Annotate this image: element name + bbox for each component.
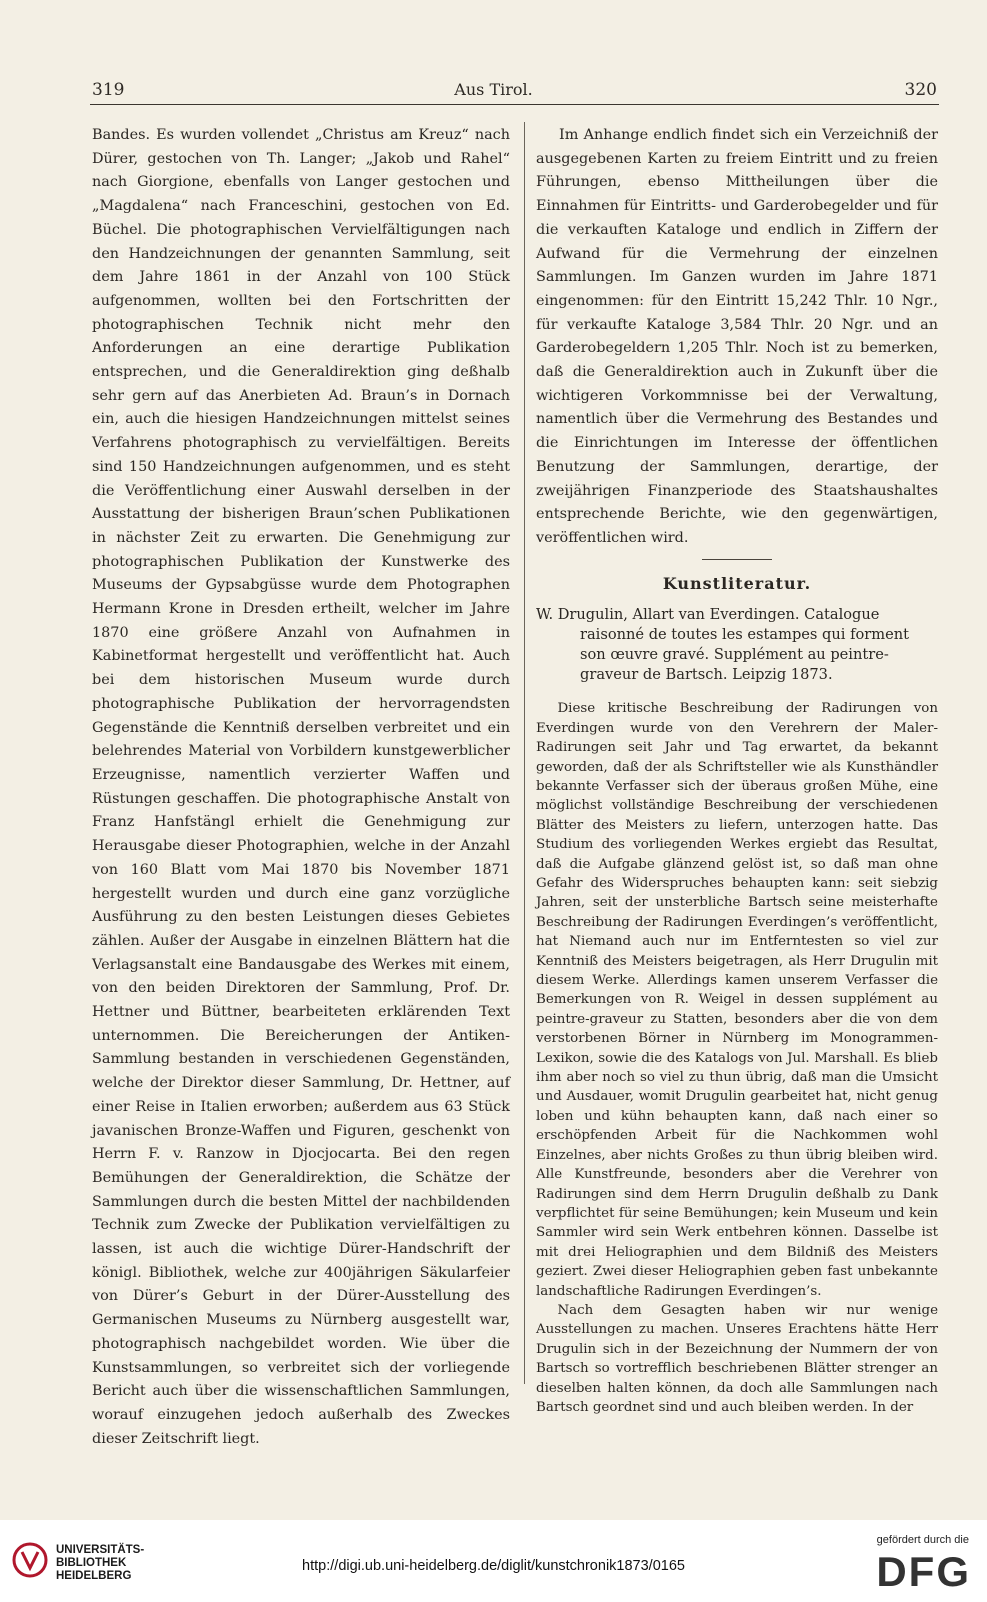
bibliography-entry: W. Drugulin, Allart van Everdingen. Catalogue raisonné de toutes les estampes qui forment son œuvre gravé. Supplément au peintre-graveur de Bartsch. Leipzig 1873. xyxy=(536,606,910,684)
right-column xyxy=(536,124,938,1417)
section-heading: Kunstliteratur. xyxy=(662,573,812,593)
left-column-paragraph: Bandes. Es wurden vollendet „Christus am Kreuz“ nach Dürer, gestochen von Th. Langer; „Jakob und Rahel“ nach Giorgione, ebenfalls von Langer gestochen und „Magdalena“ nach Franceschini, gestochen von Ed. Büchel. Die photographischen Vervielfältigungen nach den Handzeichnungen der genannten Sammlung, seit dem Jahre 1861 in der Anzahl von 100 Stück aufgenommen, wollten bei den Fortschritten der photographischen Technik nicht mehr den Anforderungen an eine derartige Publikation entsprechen, und die Generaldirektion ging deßhalb sehr gern auf das Anerbieten Ad. Braun’s in Dornach ein, auch die hiesigen Handzeichnungen mittelst seines Verfahrens photographisch zu vervielfältigen. Bereits sind 150 Handzeichnungen aufgenommen, und es steht die Veröffentlichung einer Auswahl derselben in der Ausstattung der bisherigen Braun’schen Publikationen in nächster Zeit zu erwarten. Die Genehmigung zur photographischen Publikation der Kunstwerke des Museums der Gypsabgüsse wurde dem Photographen Hermann Krone in Dresden ertheilt, welcher im Jahre 1870 eine größere Anzahl von Aufnahmen in Kabinetformat hergestellt und veröffentlicht hat. Auch bei dem historischen Museum wurde durch photographische Publikation der hervorragendsten Gegenstände die Kenntniß derselben verbreitet und ein belehrendes Material von Vorbildern kunstgewerblicher Erzeugnisse, namentlich verzierter Waffen und Rüstungen geschaffen. Die photographische Anstalt von Franz Hanfstängl erhielt die Genehmigung zur Herausgabe dieser Photographien, welche in der Anzahl von 160 Blatt vom Mai 1870 bis November 1871 hergestellt wurden und durch eine ganz vorzügliche Ausführung zu den besten Leistungen dieses Gebietes zählen. Außer der Ausgabe in einzelnen Blättern hat die Verlagsanstalt eine Bandausgabe des Werkes mit einem, von den beiden Direktoren der Sammlung, Prof. Dr. Hettner und Büttner, bearbeiteten erklärenden Text unternommen. Die Bereicherungen der Antiken-Sammlung bestanden in verschiedenen Gegenständen, welche der Direktor dieser Sammlung, Dr. Hettner, auf einer Reise in Italien erworben; außerdem aus 63 Stück javanischen Bronze-Waffen und Figuren, geschenkt von Herrn F. v. Ranzow in Djocjocarta. Bei den regen Bemühungen der Generaldirektion, die Schätze der Sammlungen durch die besten Mittel der nachbildenden Technik zum Zwecke der Publikation vervielfältigen zu lassen, ist auch die wichtige Dürer-Handschrift der königl. Bibliothek, welche zur 400jährigen Säkularfeier von Dürer’s Geburt in der Dürer-Ausstellung des Germanischen Museums zu Nürnberg ausgestellt war, photographisch nachgebildet worden. Wie über die Kunstsammlungen, so verbreitet sich der vorliegende Bericht auch über die wissenschaftlichen Sammlungen, worauf einzugehen jedoch außerhalb des Zweckes dieser Zeitschrift liegt. xyxy=(92,127,510,1447)
review-text xyxy=(536,699,938,1417)
review-paragraph: Nach dem Gesagten haben wir nur wenige Ausstellungen zu machen. Unseres Erachtens hätte Herr Drugulin sich in der Bezeichnung der Nummern der von Bartsch so vortrefflich beschriebenen Blätter strenger an dieselben halten können, da doch alle Sammlungen nach Bartsch geordnet sind und auch bleiben werden. In der xyxy=(536,1302,938,1415)
column-divider xyxy=(524,122,525,1384)
right-column-intro: Im Anhange endlich findet sich ein Verzeichniß der ausgegebenen Karten zu freiem Eintritt und zu freien Führungen, ebenso Mittheilungen über die Einnahmen für Eintritts- und Garderobegelder und für die verkauften Kataloge und endlich in Ziffern der Aufwand für die Vermehrung der einzelnen Sammlungen. Im Ganzen wurden im Jahre 1871 eingenommen: für den Eintritt 15,242 Thlr. 10 Ngr., für verkaufte Kataloge 3,584 Thlr. 20 Ngr. und an Garderobegeldern 1,205 Thlr. Noch ist zu bemerken, daß die Generaldirektion auch in Zukunft über die wichtigeren Vorkommnisse bei der Verwaltung, namentlich über die Vermehrung des Bestandes und die Einrichtungen im Interesse der öffentlichen Benutzung der Sammlungen, derartige, der zweijährigen Finanzperiode des Staatshaushaltes entsprechende Berichte, wie den gegenwärtigen, veröffentlichen wird. xyxy=(536,127,938,546)
permalink-url[interactable]: http://digi.ub.uni-heidelberg.de/diglit/kunstchronik1873/0165 xyxy=(302,1558,685,1574)
funding-caption: gefördert durch die xyxy=(876,1534,969,1546)
left-page-number: 319 xyxy=(92,80,125,100)
header-rule xyxy=(90,104,939,105)
right-page-number: 320 xyxy=(904,80,937,100)
left-column xyxy=(92,124,510,1451)
section-separator xyxy=(702,559,772,560)
library-name: UNIVERSITÄTS- BIBLIOTHEK HEIDELBERG xyxy=(56,1544,145,1582)
review-paragraph: Diese kritische Beschreibung der Radirungen von Everdingen wurde von den Verehrern der Maler-Radirungen seit Jahr und Tag erwartet, da bekannt geworden, daß der als Schriftsteller wie als Kunsthändler bekannte Verfasser sich der überaus großen Mühe, eine möglichst vollständige Beschreibung der verschiedenen Blätter des Meisters zu liefern, unterzogen hatte. Das Studium des vorliegenden Werkes ergiebt das Resultat, daß die Aufgabe glänzend gelöst ist, so daß man ohne Gefahr des Widerspruches behaupten kann: seit siebzig Jahren, seit der unsterbliche Bartsch seine meisterhafte Beschreibung der Radirungen Everdingen’s veröffentlicht, hat Niemand auch nur im Entferntesten so viel zur Kenntniß des Meisters beigetragen, als Herr Drugulin mit diesem Werke. Allerdings kamen unserem Verfasser die Bemerkungen von R. Weigel in dessen supplément au peintre-graveur zu Statten, besonders aber die von dem verstorbenen Börner in Nürnberg im Monogrammen-Lexikon, sowie die des Katalogs von Jul. Marshall. Es blieb ihm aber noch so viel zu thun übrig, daß man die Umsicht und Ausdauer, womit Drugulin gearbeitet hat, nicht genug loben und kühn behaupten kann, daß nach einer so erschöpfenden Arbeit für die Nachkommen wohl Einzelnes, aber nichts Großes zu thun übrig bleiben wird. Alle Kunstfreunde, besonders aber die Verehrer von Radirungen sind dem Herrn Drugulin deßhalb zu Dank verpflichtet für seine Bemühungen; kein Museum und kein Sammler wird sein Werk entbehren können. Dasselbe ist mit drei Heliographien und dem Bildniß des Meisters geziert. Zwei dieser Heliographien geben fast unbekannte landschaftliche Radirungen Everdingen’s. xyxy=(536,701,938,1299)
running-title: Aus Tirol. xyxy=(454,80,533,99)
footer-bar xyxy=(0,1520,987,1602)
dfg-logo: DFG xyxy=(876,1548,971,1595)
